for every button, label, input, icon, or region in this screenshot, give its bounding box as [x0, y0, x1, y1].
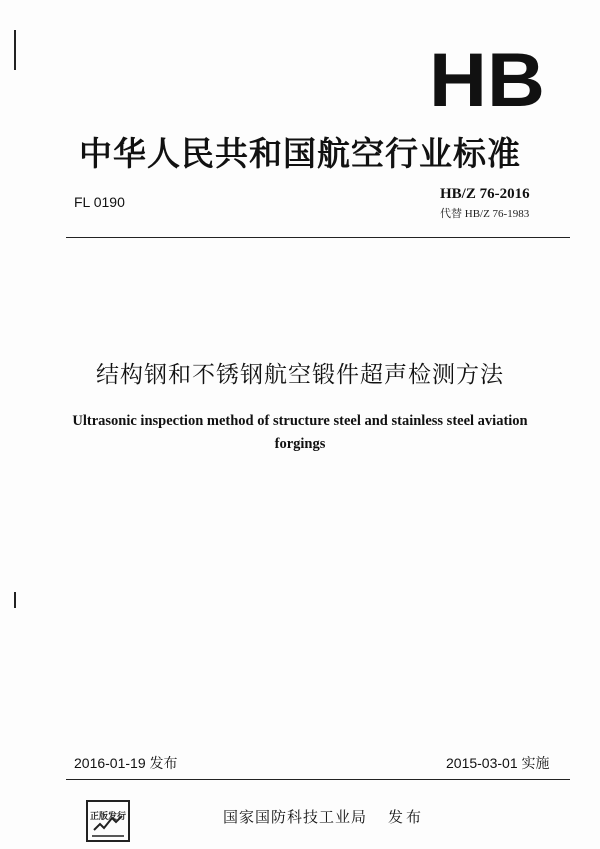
binding-mark-top	[14, 30, 16, 70]
footer-divider	[66, 779, 570, 780]
issuing-authority-title: 中华人民共和国航空行业标准	[79, 134, 521, 173]
replaced-standard: 代替 HB/Z 76-1983	[440, 208, 530, 220]
publisher: 国家国防科技工业局	[223, 808, 368, 826]
hb-logo	[428, 46, 546, 110]
genuine-release-stamp	[86, 800, 130, 842]
stamp-text: 正版发行	[89, 812, 126, 822]
document-title-english: Ultrasonic inspection method of structure steel and stainless steel aviation forgings	[72, 413, 528, 452]
document-title-chinese: 结构钢和不锈钢航空锻件超声检测方法	[96, 362, 504, 388]
binding-mark-middle	[14, 592, 16, 608]
standard-number: HB/Z 76-2016	[440, 186, 530, 202]
issue-date: 2016-01-19 发布	[74, 755, 178, 771]
publish-label: 发布	[388, 808, 425, 826]
header-divider	[66, 237, 570, 238]
ics-classification-code: FL 0190	[74, 194, 125, 210]
svg-text:HB: HB	[429, 46, 545, 110]
implementation-date: 2015-03-01 实施	[446, 755, 550, 771]
